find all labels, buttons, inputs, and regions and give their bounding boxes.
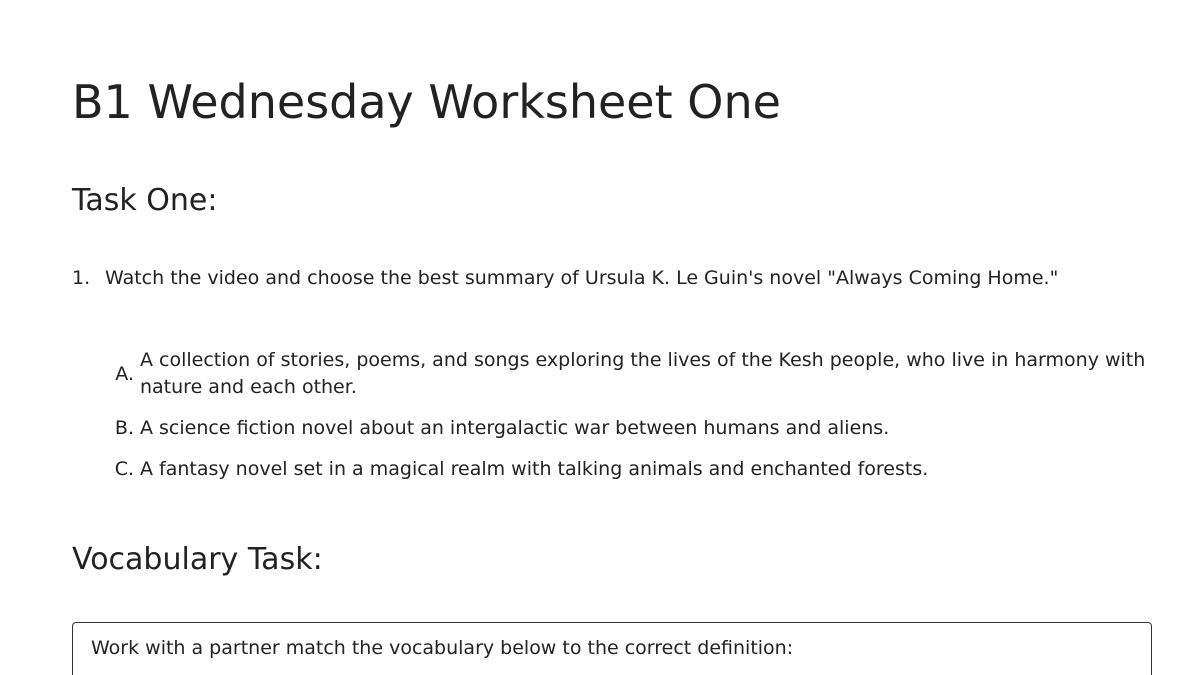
vocabulary-instruction: Work with a partner match the vocabulary below to the correct definition: [91, 637, 794, 659]
answer-option-b[interactable] [110, 415, 1160, 442]
option-text: A science fiction novel about an intergalactic war between humans and aliens. [140, 417, 890, 439]
question-number: 1. [72, 267, 91, 289]
answer-options-list [110, 347, 1160, 497]
option-letter: A. [115, 362, 134, 385]
document-title: B1 Wednesday Worksheet One [72, 75, 781, 129]
vocabulary-instruction-box [72, 622, 1152, 675]
question-text: Watch the video and choose the best summary of Ursula K. Le Guin's novel "Always Coming Home." [105, 267, 1059, 289]
option-text: A collection of stories, poems, and songs exploring the lives of the Kesh people, who live in harmony with nature and each other. [140, 349, 1146, 398]
option-letter: C. [114, 458, 134, 480]
vocabulary-task-heading: Vocabulary Task: [72, 542, 323, 577]
question-1 [72, 265, 1058, 291]
answer-option-a[interactable] [110, 347, 1160, 401]
answer-option-c[interactable] [110, 456, 1160, 483]
option-text: A fantasy novel set in a magical realm with talking animals and enchanted forests. [140, 458, 929, 480]
task-one-heading: Task One: [72, 183, 218, 218]
option-letter: B. [114, 417, 134, 439]
